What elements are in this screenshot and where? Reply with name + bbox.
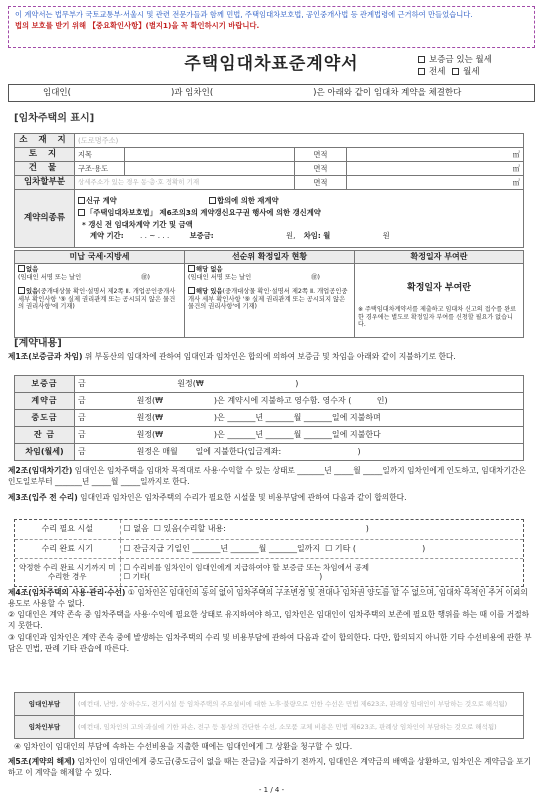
- balance-field[interactable]: 금 원정(₩ )은 _______년 _______월 _______일에 지불한다: [75, 427, 524, 444]
- sign-label: (임대인 서명 또는 날인: [18, 273, 82, 281]
- article-head: 제4조(임차주택의 사용·관리·수선): [8, 588, 126, 597]
- row-label: 보증금: [15, 376, 75, 393]
- land-area-field[interactable]: [347, 148, 524, 162]
- deposit-field[interactable]: 금 원정(₩ ): [75, 376, 524, 393]
- field-label: 보증금:: [189, 231, 214, 241]
- field-label: 면적: [295, 148, 347, 162]
- checkbox-tax-has[interactable]: [18, 287, 25, 294]
- field-label: 지목: [75, 148, 125, 162]
- rental-part-field[interactable]: 상세주소가 있는 경우 동·층·호 정확히 기재: [75, 176, 295, 190]
- option-label: 합의에 의한 재계약: [217, 196, 279, 206]
- checkbox-new[interactable]: [78, 197, 85, 204]
- period-field[interactable]: . . ~ . . .: [139, 231, 170, 241]
- row-label: 소 재 지: [15, 134, 75, 148]
- section-title: [계약내용]: [14, 338, 62, 349]
- prior-cell: [185, 264, 355, 338]
- option-label: 해당 있음: [196, 287, 223, 295]
- checkbox-jeonse[interactable]: [418, 68, 425, 75]
- agree-text: )은 아래와 같이 임대차 계약을 체결한다: [313, 87, 462, 98]
- article-2: [8, 465, 535, 487]
- option-label: 월세: [463, 66, 480, 77]
- field-label: 구조·용도: [75, 162, 125, 176]
- fixed-date-title: 확정일자 부여란: [407, 283, 471, 293]
- repair-table: [15, 520, 523, 586]
- article-1: [8, 351, 535, 362]
- article-head: 제1조(보증금과 차임): [8, 352, 83, 361]
- option-label: 해당 없음: [196, 266, 223, 273]
- repair-date-field[interactable]: ☐ 잔금지급 기일인 _______년 _______월 _______일까지 ☐ 기타 ( ): [120, 539, 523, 558]
- article-4: [8, 587, 535, 654]
- notice-warning: 법의 보호를 받기 위해 【중요확인사항】(별지1)을 꼭 확인하시기 바랍니다.: [15, 20, 260, 30]
- payment-table: [14, 375, 524, 461]
- land-kind-field[interactable]: [125, 148, 295, 162]
- agree-text: )과 임차인(: [170, 87, 214, 98]
- repair-unfinished-field[interactable]: ☐ 수리비를 임차인이 임대인에게 지급하여야 할 보증금 또는 차임에서 공제 ☐ 기타( ): [123, 562, 370, 582]
- tenant-burden-field[interactable]: (예컨대, 임차인의 고의·과실에 기한 파손, 전구 등 통상의 간단한 수선, 소모품 교체 비용은 민법 제623조, 판례상 임차인이 부담하는 것으로 해석됨): [75, 716, 524, 739]
- article-text: ② 임대인은 계약 존속 중 임차주택을 사용·수익에 필요한 상태로 유지하여야 하고, 임차인은 임대인이 임차주택의 보존에 필요한 행위를 하는 때 이를 거절하지 못한다.: [8, 610, 530, 631]
- repair-box: [14, 519, 524, 587]
- field-label: 면적: [295, 176, 347, 190]
- checkbox-tax-none[interactable]: [18, 265, 25, 272]
- property-table: [14, 133, 524, 248]
- unit: 원,: [286, 231, 296, 241]
- building-kind-field[interactable]: [125, 162, 295, 176]
- repair-burden-table: [14, 692, 524, 739]
- row-label: 잔 금: [15, 427, 75, 444]
- option-label: 전세: [429, 66, 446, 77]
- unit: 원: [382, 231, 390, 241]
- row-label: 중도금: [15, 410, 75, 427]
- article-3: [8, 492, 535, 503]
- row-label: 임대인부담: [15, 693, 75, 716]
- checkbox-prior-has[interactable]: [188, 287, 195, 294]
- interim-payment-field[interactable]: 금 원정(₩ )은 _______년 _______월 _______일에 지불하며: [75, 410, 524, 427]
- section-title: [임차주택의 표시]: [14, 113, 95, 124]
- unit: ㎡: [512, 150, 520, 159]
- article-head: 제5조(계약의 해제): [8, 757, 76, 766]
- notice-box: [8, 6, 535, 48]
- article-5: [8, 756, 535, 778]
- checkbox-renew-claim[interactable]: [78, 209, 85, 216]
- notice-text: 이 계약서는 법무부가 국토교통부·서울시 및 관련 전문가들과 함께 민법, 주택임대차보호법, 공인중개사법 등 관계법령에 근거하여 만들었습니다.: [15, 10, 473, 19]
- checkbox-deposit-rent[interactable]: [418, 56, 425, 63]
- article-text: ③ 임대인과 임차인은 계약 존속 중에 발생하는 임차주택의 수리 및 비용부담에 관하여 다음과 같이 합의한다. 다만, 합의되지 아니한 기타 수선비용에 관한 부담은 민법, 판례 기타 관습에 따른다.: [8, 632, 532, 653]
- row-label: 임차인부담: [15, 716, 75, 739]
- article-text: 임대인과 임차인은 임차주택의 수리가 필요한 시설물 및 비용부담에 관하여 다음과 같이 합의한다.: [77, 493, 407, 502]
- article-head: 제3조(입주 전 수리): [8, 493, 78, 502]
- column-header: 확정일자 부여란: [355, 251, 524, 264]
- address-field[interactable]: (도로명주소): [75, 134, 524, 148]
- checkbox-renew[interactable]: [209, 197, 216, 204]
- fixed-date-note: ※ 주택임대차계약서를 제출하고 임대차 신고의 접수를 완료한 경우에는 별도로 확정일자 부여를 신청할 필요가 없습니다.: [358, 306, 517, 329]
- document-title: 주택임대차표준계약서: [184, 54, 359, 74]
- row-label: 계약의종류: [15, 190, 75, 248]
- field-label: 계약 기간:: [90, 231, 124, 241]
- contract-kind-cell: [75, 190, 524, 248]
- article-4-4: ④ 임차인이 임대인의 부담에 속하는 수선비용을 지출한 때에는 임대인에게 그 상환을 청구할 수 있다.: [14, 742, 353, 751]
- option-label: 있음: [26, 287, 39, 295]
- column-header: 미납 국세·지방세: [15, 251, 185, 264]
- option-label: 없음: [26, 266, 39, 273]
- article-text: 위 부동산의 임대차에 관하여 임대인과 임차인은 합의에 의하여 보증금 및 차임을 아래와 같이 지불하기로 한다.: [82, 352, 456, 361]
- agree-text: 임대인(: [43, 87, 71, 98]
- row-label: 임차할부분: [15, 176, 75, 190]
- field-label: 차임: 월: [303, 231, 331, 241]
- article-text: 임대인은 임차주택을 임대차 목적대로 사용·수익할 수 있는 상태로 _______년 _____월 _____일까지 임차인에게 인도하고, 임대차기간은 인도일로부터 _______년 _____월 _____일까지로 한다.: [8, 466, 526, 487]
- tax-cell: [15, 264, 185, 338]
- building-area-field[interactable]: [347, 162, 524, 176]
- seal: ㊞): [311, 273, 320, 281]
- sign-label: (임대인 서명 또는 날인: [188, 273, 252, 281]
- checkbox-monthly[interactable]: [452, 68, 459, 75]
- agreement-line: [8, 84, 535, 102]
- row-label: 계약금: [15, 393, 75, 410]
- row-label: 수리 완료 시기: [15, 539, 120, 558]
- article-text: ① 임차인은 임대인의 동의 없이 임차주택의 구조변경 및 전대나 임차권 양도를 할 수 없으며, 임대차 목적인 주거 이외의 용도로 사용할 수 없다.: [8, 588, 528, 609]
- rental-area-field[interactable]: [347, 176, 524, 190]
- tax-status-table: [14, 250, 524, 338]
- landlord-burden-field[interactable]: (예컨대, 난방, 상·하수도, 전기시설 등 임차주택의 주요설비에 대한 노후·불량으로 인한 수선은 민법 제623조, 판례상 임대인이 부담하는 것으로 해석됨): [75, 693, 524, 716]
- contract-payment-field[interactable]: 금 원정(₩ )은 계약시에 지불하고 영수함. 영수자 ( 인): [75, 393, 524, 410]
- article-text: 임차인이 임대인에게 중도금(중도금이 없을 때는 잔금)을 지급하기 전까지, 임대인은 계약금의 배액을 상환하고, 임차인은 계약금을 포기하고 이 계약을 해제할 수 있다.: [8, 757, 532, 778]
- unit: ㎡: [512, 178, 520, 187]
- row-label: 수리 필요 시설: [15, 520, 120, 539]
- row-label: 건 물: [15, 162, 75, 176]
- unit: ㎡: [512, 164, 520, 173]
- row-label: 차임(월세): [15, 444, 75, 461]
- monthly-rent-field[interactable]: 금 원정은 매월 일에 지불한다(입금계좌: ): [75, 444, 524, 461]
- tax-note: (중개대상물 확인·설명서 제2쪽 Ⅱ. 개업공인중개사 세부 확인사항 '⑨ 실제 권리관계 또는 공시되지 않은 물건의 권리사항'에 기재): [18, 287, 176, 311]
- option-label: 보증금 있는 월세: [429, 55, 492, 65]
- option-label: 「주택임대차보호법」 제6조의3의 계약갱신요구권 행사에 의한 갱신계약: [86, 207, 321, 217]
- fixed-date-cell: [355, 264, 524, 338]
- checkbox-prior-none[interactable]: [188, 265, 195, 272]
- column-header: 선순위 확정일자 현황: [185, 251, 355, 264]
- article-head: 제2조(임대차기간): [8, 466, 73, 475]
- row-label: 토 지: [15, 148, 75, 162]
- prev-terms-label: * 갱신 전 임대차계약 기간 및 금액: [82, 219, 193, 229]
- field-label: 면적: [295, 162, 347, 176]
- page-number: - 1 / 4 -: [258, 786, 285, 794]
- contract-type-options: [418, 55, 496, 79]
- repair-needed-field[interactable]: ☐ 없음 ☐ 있음(수리할 내용: ): [120, 520, 523, 539]
- option-label: 신규 계약: [86, 196, 117, 206]
- seal: ㊞): [141, 273, 150, 281]
- prior-note: (중개대상물 확인·설명서 제2쪽 Ⅱ. 개업공인중개사 세부 확인사항 '⑨ 실제 권리관계 또는 공시되지 않은 물건의 권리사항'에 기재): [188, 287, 348, 311]
- row-label: 약정한 수리 완료 시기까지 미 수리한 경우: [15, 558, 120, 586]
